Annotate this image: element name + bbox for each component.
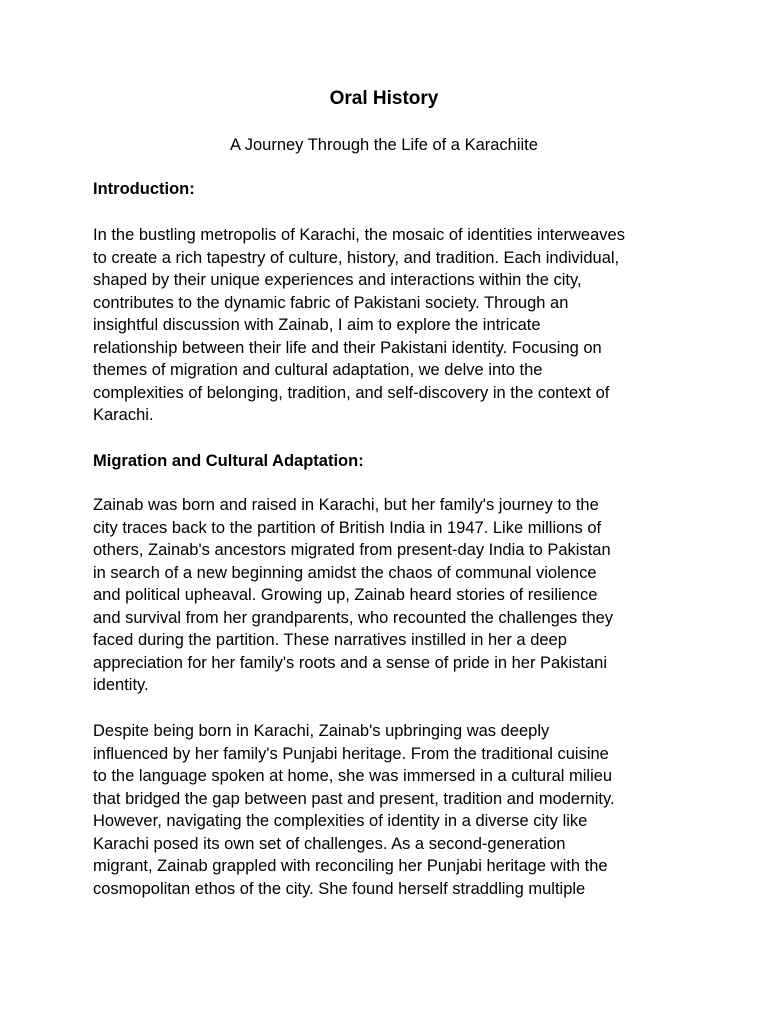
paragraph-line: However, navigating the complexities of identity in a diverse city like xyxy=(93,812,588,830)
paragraph-line: shaped by their unique experiences and interactions within the city, xyxy=(93,271,582,289)
paragraph-line: to the language spoken at home, she was immersed in a cultural milieu xyxy=(93,767,613,785)
paragraph-line: and political upheaval. Growing up, Zainab heard stories of resilience xyxy=(93,586,598,604)
paragraph-line: that bridged the gap between past and present, tradition and modernity. xyxy=(93,789,615,808)
document-subtitle: A Journey Through the Life of a Karachiite xyxy=(230,136,538,154)
document-title: Oral History xyxy=(329,88,439,109)
paragraph-line: to create a rich tapestry of culture, history, and tradition. Each individual, xyxy=(93,248,620,267)
paragraph-line: and survival from her grandparents, who recounted the challenges they xyxy=(93,608,614,627)
paragraph-line: migrant, Zainab grappled with reconciling her Punjabi heritage with the xyxy=(93,857,608,875)
migration-paragraph-1 xyxy=(93,494,693,697)
section-heading-migration: Migration and Cultural Adaptation: xyxy=(93,452,364,470)
paragraph-line: faced during the partition. These narratives instilled in her a deep xyxy=(93,631,567,649)
paragraph-line: complexities of belonging, tradition, and self-discovery in the context of xyxy=(93,383,610,402)
paragraph-line: themes of migration and cultural adaptation, we delve into the xyxy=(93,361,543,379)
migration-paragraph-2 xyxy=(93,720,693,900)
paragraph-line: Despite being born in Karachi, Zainab's upbringing was deeply xyxy=(93,722,550,740)
paragraph-line: insightful discussion with Zainab, I aim to explore the intricate xyxy=(93,316,541,334)
paragraph-line: identity. xyxy=(93,676,149,694)
paragraph-line: appreciation for her family's roots and a sense of pride in her Pakistani xyxy=(93,653,608,672)
section-heading-introduction: Introduction: xyxy=(93,180,195,198)
paragraph-line: cosmopolitan ethos of the city. She found herself straddling multiple xyxy=(93,879,586,898)
paragraph-line: relationship between their life and their Pakistani identity. Focusing on xyxy=(93,338,602,357)
paragraph-line: influenced by her family's Punjabi heritage. From the traditional cuisine xyxy=(93,744,609,763)
paragraph-line: In the bustling metropolis of Karachi, the mosaic of identities interweaves xyxy=(93,226,625,244)
paragraph-line: in search of a new beginning amidst the chaos of communal violence xyxy=(93,563,597,582)
paragraph-line: Zainab was born and raised in Karachi, but her family's journey to the xyxy=(93,496,599,514)
paragraph-line: Karachi. xyxy=(93,406,154,424)
paragraph-line: others, Zainab's ancestors migrated from present-day India to Pakistan xyxy=(93,541,611,559)
introduction-paragraph xyxy=(93,224,693,427)
paragraph-line: contributes to the dynamic fabric of Pakistani society. Through an xyxy=(93,293,569,312)
paragraph-line: city traces back to the partition of British India in 1947. Like millions of xyxy=(93,518,602,537)
paragraph-line: Karachi posed its own set of challenges. As a second-generation xyxy=(93,834,566,853)
